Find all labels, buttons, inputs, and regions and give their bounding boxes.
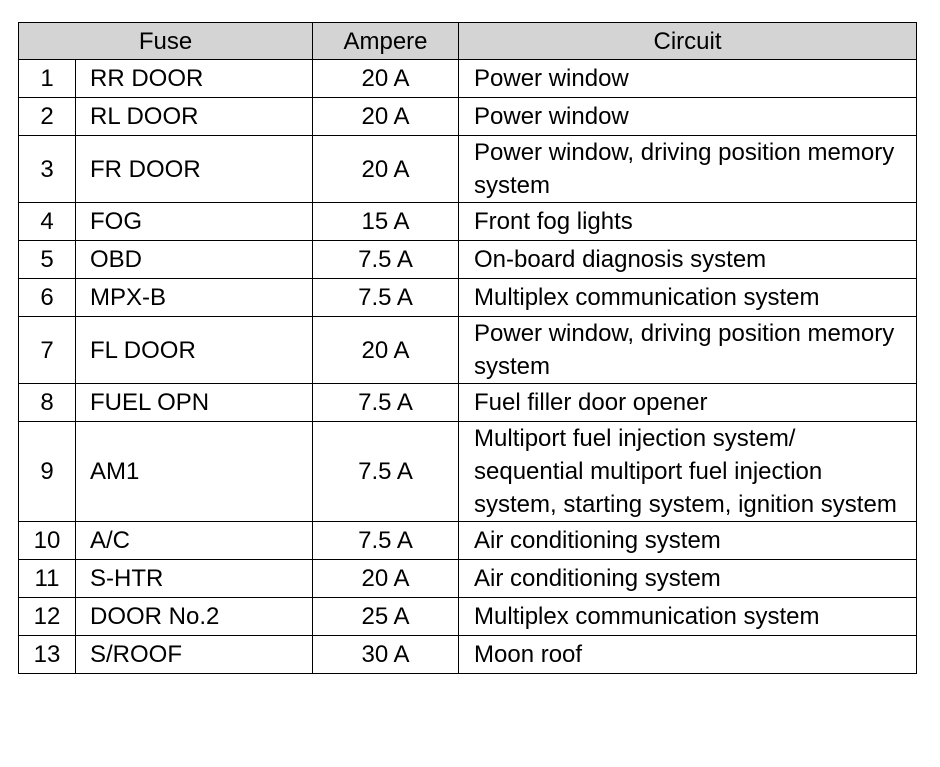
fuse-ampere: 20 A bbox=[313, 136, 459, 203]
fuse-number: 5 bbox=[19, 241, 76, 279]
fuse-number: 2 bbox=[19, 98, 76, 136]
fuse-ampere: 20 A bbox=[313, 60, 459, 98]
fuse-number: 8 bbox=[19, 384, 76, 422]
fuse-table bbox=[18, 22, 917, 674]
fuse-name: FR DOOR bbox=[76, 136, 313, 203]
fuse-ampere: 7.5 A bbox=[313, 422, 459, 522]
fuse-circuit: Moon roof bbox=[459, 636, 917, 674]
fuse-circuit: On-board diagnosis system bbox=[459, 241, 917, 279]
fuse-number: 12 bbox=[19, 598, 76, 636]
header-fuse: Fuse bbox=[19, 23, 313, 60]
fuse-circuit: Power window, driving position memory system bbox=[459, 317, 917, 384]
table-header bbox=[19, 23, 917, 60]
fuse-circuit: Power window, driving position memory system bbox=[459, 136, 917, 203]
fuse-number: 11 bbox=[19, 560, 76, 598]
fuse-ampere: 7.5 A bbox=[313, 241, 459, 279]
table-row bbox=[19, 279, 917, 317]
fuse-ampere: 7.5 A bbox=[313, 522, 459, 560]
fuse-name: FL DOOR bbox=[76, 317, 313, 384]
table-row bbox=[19, 60, 917, 98]
fuse-ampere: 25 A bbox=[313, 598, 459, 636]
fuse-number: 10 bbox=[19, 522, 76, 560]
fuse-name: OBD bbox=[76, 241, 313, 279]
fuse-name: A/C bbox=[76, 522, 313, 560]
fuse-name: S/ROOF bbox=[76, 636, 313, 674]
fuse-name: RR DOOR bbox=[76, 60, 313, 98]
fuse-name: FUEL OPN bbox=[76, 384, 313, 422]
fuse-number: 4 bbox=[19, 203, 76, 241]
table-row bbox=[19, 203, 917, 241]
fuse-name: MPX-B bbox=[76, 279, 313, 317]
fuse-ampere: 20 A bbox=[313, 317, 459, 384]
fuse-number: 3 bbox=[19, 136, 76, 203]
fuse-circuit: Power window bbox=[459, 60, 917, 98]
table-row bbox=[19, 384, 917, 422]
fuse-circuit: Air conditioning system bbox=[459, 560, 917, 598]
fuse-number: 9 bbox=[19, 422, 76, 522]
table-row bbox=[19, 136, 917, 203]
table-row bbox=[19, 522, 917, 560]
fuse-number: 7 bbox=[19, 317, 76, 384]
fuse-number: 1 bbox=[19, 60, 76, 98]
fuse-circuit: Multiplex communication system bbox=[459, 279, 917, 317]
table-row bbox=[19, 422, 917, 522]
header-ampere: Ampere bbox=[313, 23, 459, 60]
fuse-ampere: 15 A bbox=[313, 203, 459, 241]
table-row bbox=[19, 98, 917, 136]
table-row bbox=[19, 636, 917, 674]
header-circuit: Circuit bbox=[459, 23, 917, 60]
fuse-circuit: Front fog lights bbox=[459, 203, 917, 241]
fuse-name: RL DOOR bbox=[76, 98, 313, 136]
fuse-name: DOOR No.2 bbox=[76, 598, 313, 636]
fuse-name: S-HTR bbox=[76, 560, 313, 598]
fuse-name: AM1 bbox=[76, 422, 313, 522]
fuse-circuit: Fuel filler door opener bbox=[459, 384, 917, 422]
fuse-circuit: Multiplex communication system bbox=[459, 598, 917, 636]
table-row bbox=[19, 598, 917, 636]
fuse-circuit: Air conditioning system bbox=[459, 522, 917, 560]
fuse-ampere: 20 A bbox=[313, 98, 459, 136]
header-row bbox=[19, 23, 917, 60]
fuse-ampere: 7.5 A bbox=[313, 279, 459, 317]
table-row bbox=[19, 317, 917, 384]
table-row bbox=[19, 241, 917, 279]
table-body bbox=[19, 60, 917, 674]
table-row bbox=[19, 560, 917, 598]
fuse-circuit: Multiport fuel injection system/ sequential multiport fuel injection system, starting system, ignition system bbox=[459, 422, 917, 522]
fuse-number: 13 bbox=[19, 636, 76, 674]
fuse-ampere: 30 A bbox=[313, 636, 459, 674]
fuse-number: 6 bbox=[19, 279, 76, 317]
fuse-ampere: 7.5 A bbox=[313, 384, 459, 422]
fuse-ampere: 20 A bbox=[313, 560, 459, 598]
fuse-name: FOG bbox=[76, 203, 313, 241]
fuse-circuit: Power window bbox=[459, 98, 917, 136]
